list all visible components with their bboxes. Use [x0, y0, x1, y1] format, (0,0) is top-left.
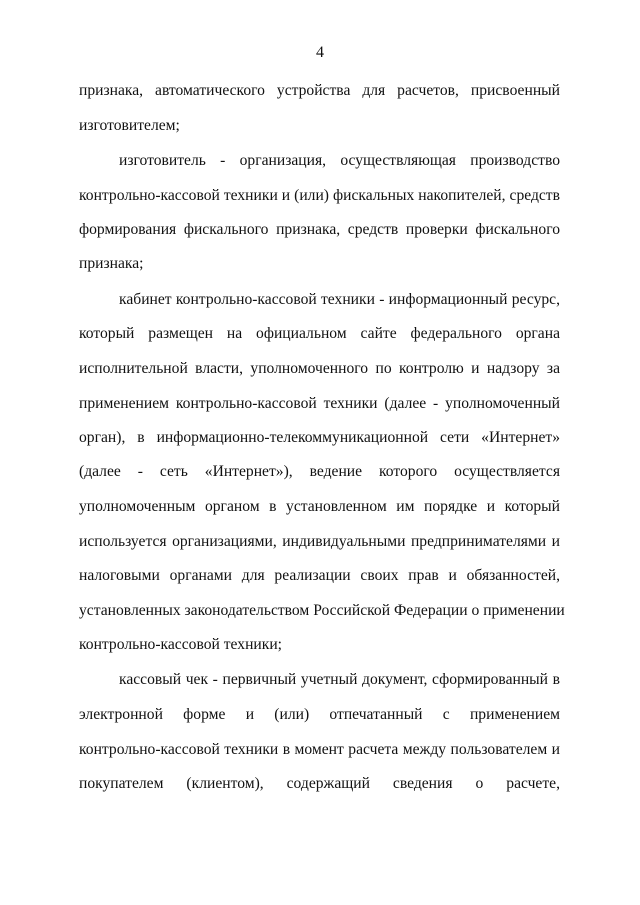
- text-line: налоговыми органами для реализации своих прав и обязанностей,: [79, 567, 560, 584]
- text-line: изготовителем;: [79, 117, 180, 134]
- text-line: применением контрольно-кассовой техники (далее - уполномоченный: [79, 395, 560, 412]
- text-line: орган), в информационно-телекоммуникационной сети «Интернет»: [79, 429, 560, 446]
- text-line: используется организациями, индивидуальными предпринимателями и: [79, 533, 560, 550]
- text-line: контрольно-кассовой техники;: [79, 636, 283, 653]
- text-line: уполномоченным органом в установленном им порядке и который: [79, 498, 560, 515]
- text-line: кабинет контрольно-кассовой техники - информационный ресурс,: [119, 291, 560, 308]
- text-line: контрольно-кассовой техники в момент расчета между пользователем и: [79, 741, 560, 758]
- text-line: признака, автоматического устройства для расчетов, присвоенный: [79, 82, 560, 99]
- text-line: формирования фискального признака, средств проверки фискального: [79, 221, 560, 238]
- text-line: который размещен на официальном сайте федерального органа: [79, 325, 560, 342]
- text-line: признака;: [79, 255, 144, 272]
- page-number: 4: [316, 44, 324, 61]
- text-line: покупателем (клиентом), содержащий сведения о расчете,: [79, 775, 560, 792]
- text-line: кассовый чек - первичный учетный документ, сформированный в: [119, 671, 560, 688]
- text-line: исполнительной власти, уполномоченного по контролю и надзору за: [79, 360, 560, 377]
- text-line: электронной форме и (или) отпечатанный с применением: [79, 706, 560, 723]
- text-line: (далее - сеть «Интернет»), ведение которого осуществляется: [79, 463, 560, 480]
- text-line: изготовитель - организация, осуществляющая производство: [119, 152, 560, 169]
- text-line: контрольно-кассовой техники и (или) фискальных накопителей, средств: [79, 187, 560, 204]
- text-line: установленных законодательством Российской Федерации о применении: [79, 602, 565, 619]
